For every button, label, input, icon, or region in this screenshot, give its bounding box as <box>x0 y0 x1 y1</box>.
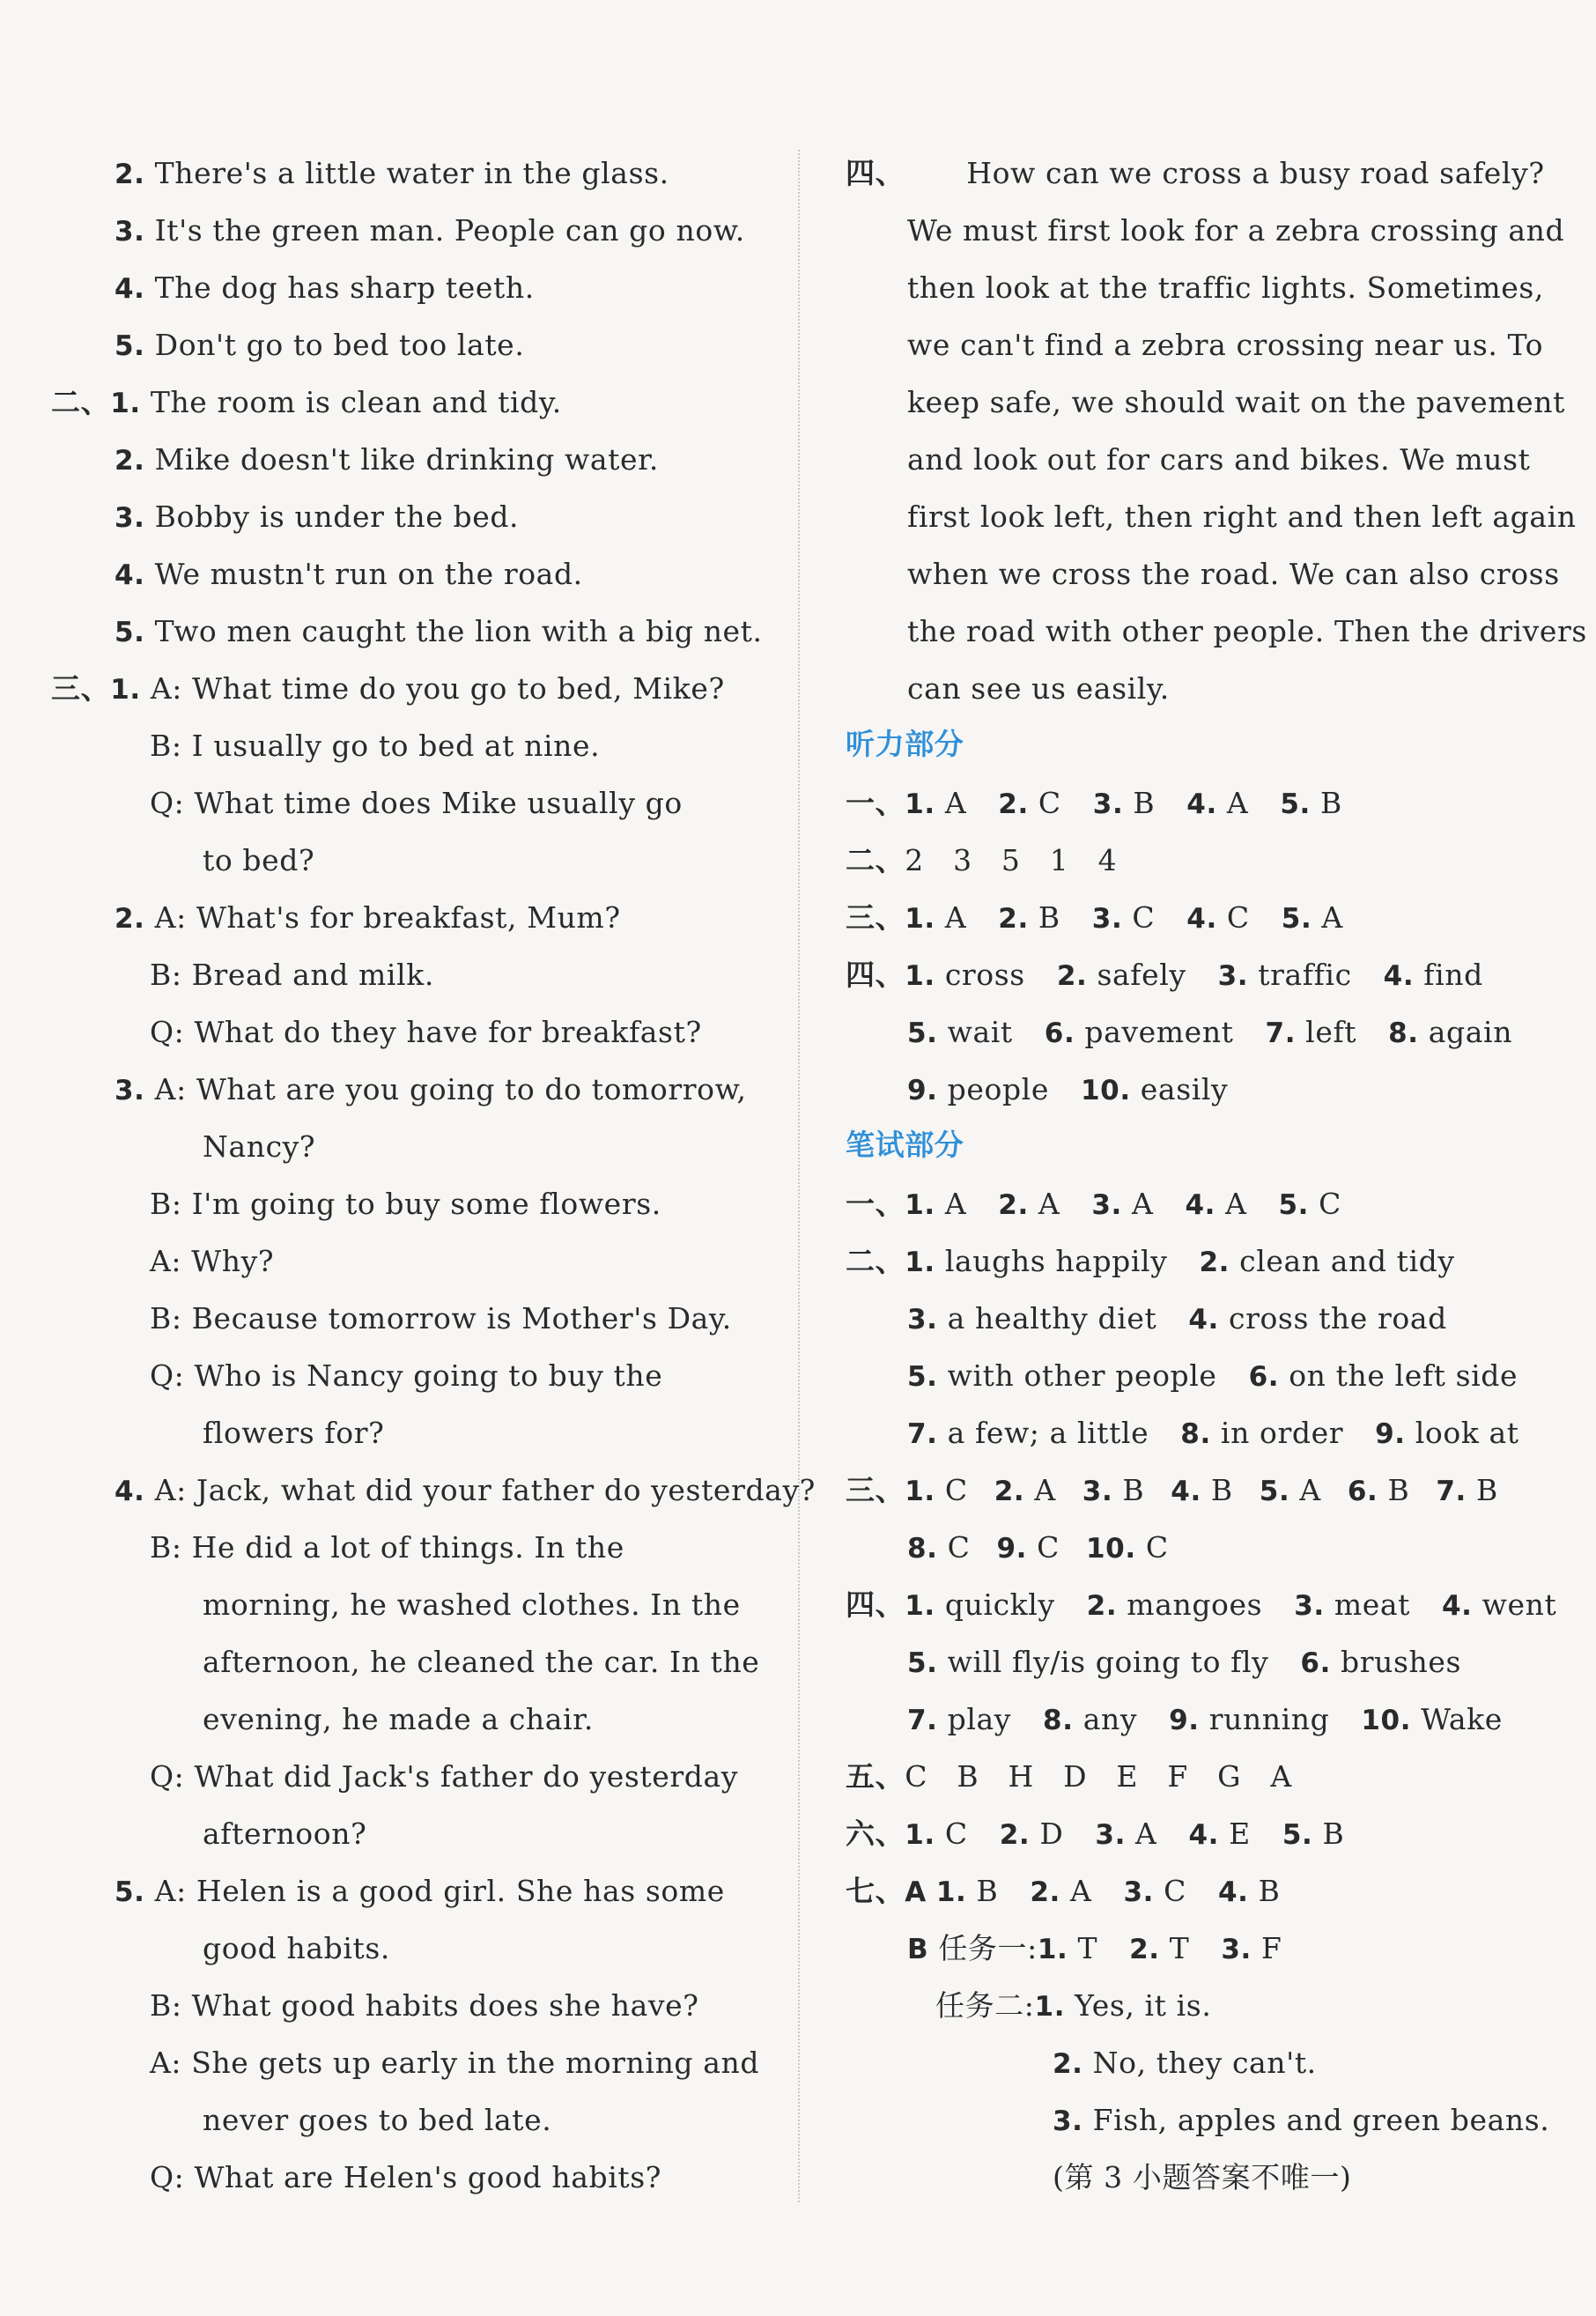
passage-line: and look out for cars and bikes. We must <box>907 442 1531 477</box>
listening-section-heading: 听力部分 <box>846 727 964 761</box>
listening-3: 三、1. A 2. B 3. C 4. C 5. A <box>846 900 1343 935</box>
answer-line: 2. There's a little water in the glass. <box>115 156 669 190</box>
written-4b: 5. will fly/is going to fly 6. brushes <box>907 1645 1462 1679</box>
passage-line: first look left, then right and then left again <box>907 499 1577 534</box>
listening-1: 一、1. A 2. C 3. B 4. A 5. B <box>846 786 1342 820</box>
dialogue-line: morning, he washed clothes. In the <box>203 1587 741 1622</box>
dialogue-line: 3. A: What are you going to do tomorrow, <box>115 1072 747 1106</box>
written-7d: 2. No, they can't. <box>1053 2046 1317 2080</box>
answer-line: 4. The dog has sharp teeth. <box>115 270 535 305</box>
dialogue-line: flowers for? <box>203 1416 385 1450</box>
passage-line: the road with other people. Then the drivers <box>907 614 1587 648</box>
listening-4b: 5. wait 6. pavement 7. left 8. again <box>907 1015 1513 1049</box>
dialogue-line: B: He did a lot of things. In the <box>150 1530 624 1565</box>
passage-line: keep safe, we should wait on the pavement <box>907 385 1566 419</box>
passage-line: can see us easily. <box>907 671 1170 706</box>
passage-line: we can't find a zebra crossing near us. To <box>907 328 1544 362</box>
written-4a: 四、1. quickly 2. mangoes 3. meat 4. went <box>846 1587 1557 1622</box>
written-5: 五、C B H D E F G A <box>846 1759 1292 1794</box>
dialogue-line: B: I usually go to bed at nine. <box>150 729 601 763</box>
dialogue-line: A: Why? <box>150 1244 275 1278</box>
written-7e: 3. Fish, apples and green beans. <box>1053 2103 1550 2137</box>
dialogue-line: B: What good habits does she have? <box>150 1988 699 2023</box>
column-divider <box>798 150 800 2202</box>
passage-line: when we cross the road. We can also cross <box>907 557 1560 591</box>
dialogue-line: never goes to bed late. <box>203 2103 552 2137</box>
dialogue-line: Q: What time does Mike usually go <box>150 786 683 820</box>
dialogue-line: evening, he made a chair. <box>203 1702 595 1736</box>
passage-line: then look at the traffic lights. Sometimes, <box>907 270 1545 305</box>
written-2b: 3. a healthy diet 4. cross the road <box>907 1301 1447 1336</box>
dialogue-line: 5. A: Helen is a good girl. She has some <box>115 1874 725 1908</box>
dialogue-line: B: Because tomorrow is Mother's Day. <box>150 1301 732 1336</box>
written-7a: 七、A 1. B 2. A 3. C 4. B <box>846 1874 1281 1908</box>
dialogue-line: to bed? <box>203 843 315 877</box>
answer-note: (第 3 小题答案不唯一) <box>1053 2160 1352 2194</box>
written-2a: 二、1. laughs happily 2. clean and tidy <box>846 1244 1455 1278</box>
section-2-line: 二、1. The room is clean and tidy. <box>51 385 562 419</box>
written-3a: 三、1. C 2. A 3. B 4. B 5. A 6. B 7. B <box>846 1473 1498 1507</box>
dialogue-line: good habits. <box>203 1931 390 1965</box>
written-3b: 8. C 9. C 10. C <box>907 1530 1169 1565</box>
passage-line: We must first look for a zebra crossing and <box>907 213 1565 248</box>
listening-4c: 9. people 10. easily <box>907 1072 1229 1106</box>
dialogue-line: afternoon? <box>203 1817 367 1851</box>
dialogue-line: A: She gets up early in the morning and <box>150 2046 760 2080</box>
written-7b: B 任务一:1. T 2. T 3. F <box>907 1931 1282 1965</box>
dialogue-line: Q: What are Helen's good habits? <box>150 2160 662 2194</box>
written-1: 一、1. A 2. A 3. A 4. A 5. C <box>846 1187 1342 1221</box>
listening-2: 二、2 3 5 1 4 <box>846 843 1118 877</box>
dialogue-line: B: Bread and milk. <box>150 958 434 992</box>
answer-line: 3. It's the green man. People can go now. <box>115 213 745 248</box>
dialogue-line: B: I'm going to buy some flowers. <box>150 1187 661 1221</box>
dialogue-line: 2. A: What's for breakfast, Mum? <box>115 900 621 935</box>
dialogue-line: Q: What do they have for breakfast? <box>150 1015 702 1049</box>
dialogue-line: Q: Who is Nancy going to buy the <box>150 1358 663 1393</box>
answer-line: 4. We mustn't run on the road. <box>115 557 583 591</box>
answer-line: 2. Mike doesn't like drinking water. <box>115 442 659 477</box>
section-4-passage-start: 四、 How can we cross a busy road safely? <box>846 156 1545 190</box>
answer-line: 5. Two men caught the lion with a big net. <box>115 614 763 648</box>
answer-line: 3. Bobby is under the bed. <box>115 499 520 534</box>
dialogue-line: Nancy? <box>203 1129 316 1164</box>
written-2d: 7. a few; a little 8. in order 9. look at <box>907 1416 1519 1450</box>
answer-line: 5. Don't go to bed too late. <box>115 328 525 362</box>
dialogue-line: afternoon, he cleaned the car. In the <box>203 1645 760 1679</box>
written-6: 六、1. C 2. D 3. A 4. E 5. B <box>846 1817 1345 1851</box>
dialogue-line: 4. A: Jack, what did your father do yesterday? <box>115 1473 816 1507</box>
dialogue-line: Q: What did Jack's father do yesterday <box>150 1759 739 1794</box>
written-section-heading: 笔试部分 <box>846 1128 964 1162</box>
section-3-line: 三、1. A: What time do you go to bed, Mike? <box>51 671 725 706</box>
written-4c: 7. play 8. any 9. running 10. Wake <box>907 1702 1503 1736</box>
written-2c: 5. with other people 6. on the left side <box>907 1358 1518 1393</box>
listening-4a: 四、1. cross 2. safely 3. traffic 4. find <box>846 958 1483 992</box>
written-7c: 任务二:1. Yes, it is. <box>935 1988 1212 2023</box>
